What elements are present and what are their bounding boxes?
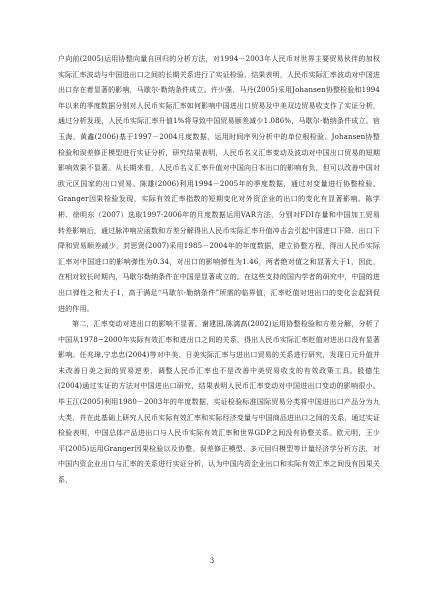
page-number: 3 — [209, 557, 215, 565]
body-text — [58, 52, 380, 489]
paragraph-2: 第二，汇率变动对进出口的影响不显著。谢建国,陈漓高(2002)运用协整检验和方差分解，分析了中国从1978~2000年实际有效汇率和进出口之间的关系，得出人民币实际汇率贬值对进出口没有显著影响。任兆璋,宁忠忠(2004)等对中美、日美实际汇率与进出口贸易的关系进行研究，发现日元升值并未改善日美之间的贸易逆差，调整人民币汇率也不是改善中美贸易收支的有效政策工具。股德生(2004)通过实证的方法对中国进出口研究，结果表明人民币汇率变动对中国进出口变动的影响很小。毕玉江(2005)利用1980－2003年的年度数据，实证检验标准国际贸易分类将中国进出口产品分为九大类，并在此基础上研究人民币实际有效汇率和实际经济变量与中国商品进出口之间的关系，通过实证检验表明，中国总体产品进出口与人民币实际有效汇率和世界GDP之间没有协整关系。欧元明，王少平(2005)运用Granger因果检验以及协整、误差修正模型、多元回归模型等计量经济学分析方法，对中国内资企业出口与汇率的关系进行实证分析，认为中国内资企业出口和实际有效汇率之间没有因果关系， — [58, 320, 380, 485]
paragraph-1: 户向前(2005)运用协整向量自回归的分析方法，对1994－2003年人民币对世界主要贸易伙伴的加权实际汇率波动与中国进出口之间的长期关系进行了实证检验，结果表明，人民币实际汇率波动对中国进出口存在着显著的影响，马歇尔-勒纳条件成立。许少强、马丹(2005)采用Johansen协整检验和1994年以来的季度数据分别对人民币实际汇率如何影响中国进出口贸易及中美双边贸易收支作了实证分析，通过分析发现，人民币实际汇率升值1%将导致中国贸易顺差减少1.086%，马歇尔-勒纳条件成立。宿玉海、黄鑫(2006)基于1997－2004月度数据，运用时间序列分析中的单位根检验、Johansen协整检验和误差修正模型进行实证分析，研究结果表明，人民币名义汇率变动及波动对中国出口贸易的短期影响效果不显著。从长期来看，人民币名义汇率升值对中国向日本出口的影响有负，但可以改善中国对欧元区国家的出口贸易。陈雄(2006)利用1994－2005年的季度数据，通过对变量进行协整检验、Granger因果检验发现，实际有效汇率指数的短期变化对外资企业的出口的变化有显著影响。陈学彬、徐明东（2007）选取1997-2006年的月度数据运用VAR方法，分别对FDI存量和中国加工贸易转差影响后，通过脉冲响应函数和方差分解得出人民币实际汇率升值冲击会引起中国进口下降、出口下降和贸易顺差减少，封思贤(2007)采用1985－2004年的年度数据，建立协整方程，得出人民币实际汇率对中国进口的影响弹性为0.34，对出口的影响弹性为1.46，两者绝对值之和显著大于1，因此，在相对较长时期内，马歇尔勒纳条件在中国是显著成立的。在这些支持的国内学者的研究中，中国的进出口弹性之和大于1，高于满足“马歇尔-勒纳条件”所需的临界值，汇率贬值对进出口的变化会起到促进的作用。 — [58, 55, 380, 313]
